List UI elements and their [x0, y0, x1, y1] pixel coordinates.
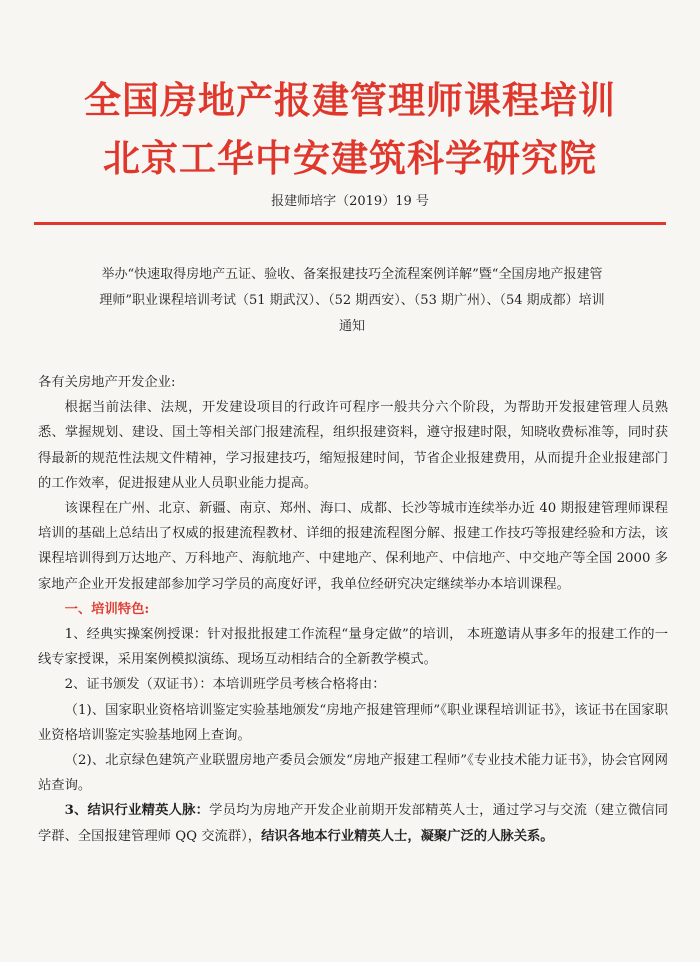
feature-item-3 [38, 798, 668, 848]
red-divider [34, 222, 666, 225]
section-heading-features: 一、培训特色: [64, 601, 150, 617]
notice-body [38, 370, 668, 849]
feature-item-3-text: 学员均为房地产开发企业前期开发部精英人士，通过学习与交流（建立微信同学群、全国报建管理师 QQ 交流群）， [38, 803, 668, 844]
feature-item-2: 2、证书颁发（双证书）：本培训班学员考核合格将由： [64, 677, 386, 693]
salutation: 各有关房地产开发企业: [38, 375, 176, 390]
subject-line-2: 理师”职业课程培训考试（51 期武汉）、（52 期西安）、（53 期广州）、（54 期成都）培训 [99, 293, 605, 308]
notice-subject [42, 262, 662, 340]
subject-line-1: 举办“快速取得房地产五证、验收、备案报建技巧全流程案例详解”暨“全国房地产报建管 [101, 267, 603, 282]
title-line-2: 北京工华中安建筑科学研究院 [103, 137, 597, 180]
feature-item-2-2: （2)、北京绿色建筑产业联盟房地产委员会颁发“房地产报建工程师”《专业技术能力证书》，协会官网网站查询。 [38, 753, 668, 794]
feature-item-2-1: （1)、国家职业资格培训鉴定实验基地颁发“房地产报建管理师”《职业课程培训证书》，该证书在国家职业资格培训鉴定实验基地网上查询。 [38, 702, 668, 743]
feature-item-3-heading: 3、结识行业精英人脉： [64, 803, 210, 819]
feature-item-3-emphasis: 结识各地本行业精英人士，凝聚广泛的人脉关系。 [261, 828, 554, 844]
paragraph-background: 该课程在广州、北京、新疆、南京、郑州、海口、成都、长沙等城市连续举办近 40 期报建管理师课程培训的基础上总结出了权威的报建流程教材、详细的报建流程图分解、报建工作技巧等报建经验和方法，该课程培训得到万达地产、万科地产、海航地产、中建地产、保利地产、中信地产、中交地产等全国 2000 多家地产企业开发报建部参加学习学员的高度好评，我单位经研究决定继续举办本培训课程。 [38, 501, 668, 592]
paragraph-intro: 根据当前法律、法规，开发建设项目的行政许可程序一般共分六个阶段，为帮助开发报建管理人员熟悉、掌握规划、建设、国土等相关部门报建流程，组织报建资料，遵守报建时限，知晓收费标准等，同时获得最新的规范性法规文件精神，学习报建技巧，缩短报建时间，节省企业报建费用，从而提升企业报建部门的工作效率，促进报建从业人员职业能力提高。 [38, 400, 668, 491]
feature-item-1: 1、经典实操案例授课：针对报批报建工作流程“量身定做”的培训， 本班邀请从事多年的报建工作的一线专家授课，采用案例模拟演练、现场互动相结合的全新教学模式。 [38, 627, 668, 668]
document-number: 报建师培字（2019）19 号 [271, 194, 429, 209]
title-line-1: 全国房地产报建管理师课程培训 [84, 79, 616, 122]
subject-line-3: 通知 [338, 319, 365, 334]
